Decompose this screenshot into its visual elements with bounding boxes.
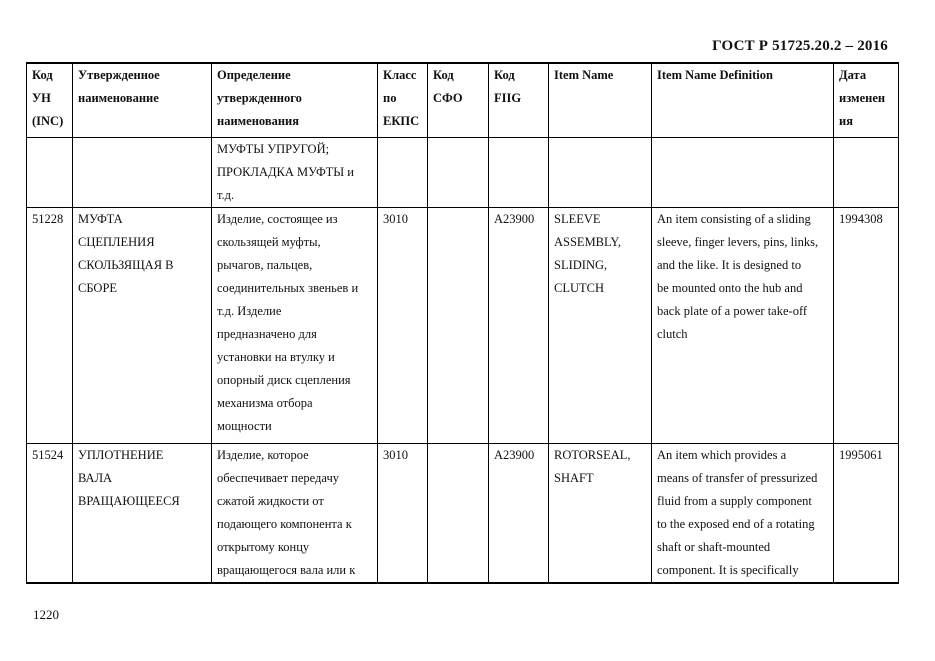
cell-inc: 51524	[27, 443, 73, 583]
cell-item-name: ROTORSEAL, SHAFT	[549, 443, 652, 583]
cell-item-name	[549, 137, 652, 207]
cell-fiig: A23900	[489, 207, 549, 443]
cell-item-definition: An item consisting of a sliding sleeve, finger levers, pins, links, and the like. It is designed to be mounted onto the hub and back plate of a power take-off clutch	[652, 207, 834, 443]
cell-item-name: SLEEVE ASSEMBLY, SLIDING, CLUTCH	[549, 207, 652, 443]
cell-date: 1994308	[834, 207, 899, 443]
cell-definition: Изделие, состоящее из скользящей муфты, рычагов, пальцев, соединительных звеньев и т.д. Изделие предназначено для установки на втулку и опорный диск сцепления механизма отбора мощности	[212, 207, 378, 443]
cell-sfo	[428, 207, 489, 443]
header-sfo: Код СФО	[428, 63, 489, 137]
table-header-row	[27, 63, 899, 137]
cell-fiig	[489, 137, 549, 207]
header-item-name: Item Name	[549, 63, 652, 137]
cell-class	[378, 137, 428, 207]
document-title: ГОСТ Р 51725.20.2 – 2016	[712, 38, 888, 54]
header-class: Класс по ЕКПС	[378, 63, 428, 137]
cell-sfo	[428, 443, 489, 583]
cell-inc	[27, 137, 73, 207]
cell-fiig: A23900	[489, 443, 549, 583]
cell-date	[834, 137, 899, 207]
cell-item-definition: An item which provides a means of transfer of pressurized fluid from a supply component to the exposed end of a rotating shaft or shaft-mounted component. It is specifically	[652, 443, 834, 583]
cell-definition: Изделие, которое обеспечивает передачу сжатой жидкости от подающего компонента к открытому концу вращающегося вала или к	[212, 443, 378, 583]
cell-date: 1995061	[834, 443, 899, 583]
header-fiig: Код FIIG	[489, 63, 549, 137]
classification-table	[26, 62, 899, 584]
header-approved-name: Утвержденное наименование	[73, 63, 212, 137]
page-number: 1220	[33, 607, 59, 622]
cell-approved-name	[73, 137, 212, 207]
cell-definition: МУФТЫ УПРУГОЙ; ПРОКЛАДКА МУФТЫ и т.д.	[212, 137, 378, 207]
table-row	[27, 207, 899, 443]
header-date: Дата изменен ия	[834, 63, 899, 137]
header-definition: Определение утвержденного наименования	[212, 63, 378, 137]
table-row	[27, 137, 899, 207]
cell-inc: 51228	[27, 207, 73, 443]
header-inc: Код УН (INC)	[27, 63, 73, 137]
cell-class: 3010	[378, 207, 428, 443]
cell-class: 3010	[378, 443, 428, 583]
cell-approved-name: МУФТА СЦЕПЛЕНИЯ СКОЛЬЗЯЩАЯ В СБОРЕ	[73, 207, 212, 443]
cell-sfo	[428, 137, 489, 207]
header-item-definition: Item Name Definition	[652, 63, 834, 137]
table-row	[27, 443, 899, 583]
cell-item-definition	[652, 137, 834, 207]
cell-approved-name: УПЛОТНЕНИЕ ВАЛА ВРАЩАЮЩЕЕСЯ	[73, 443, 212, 583]
